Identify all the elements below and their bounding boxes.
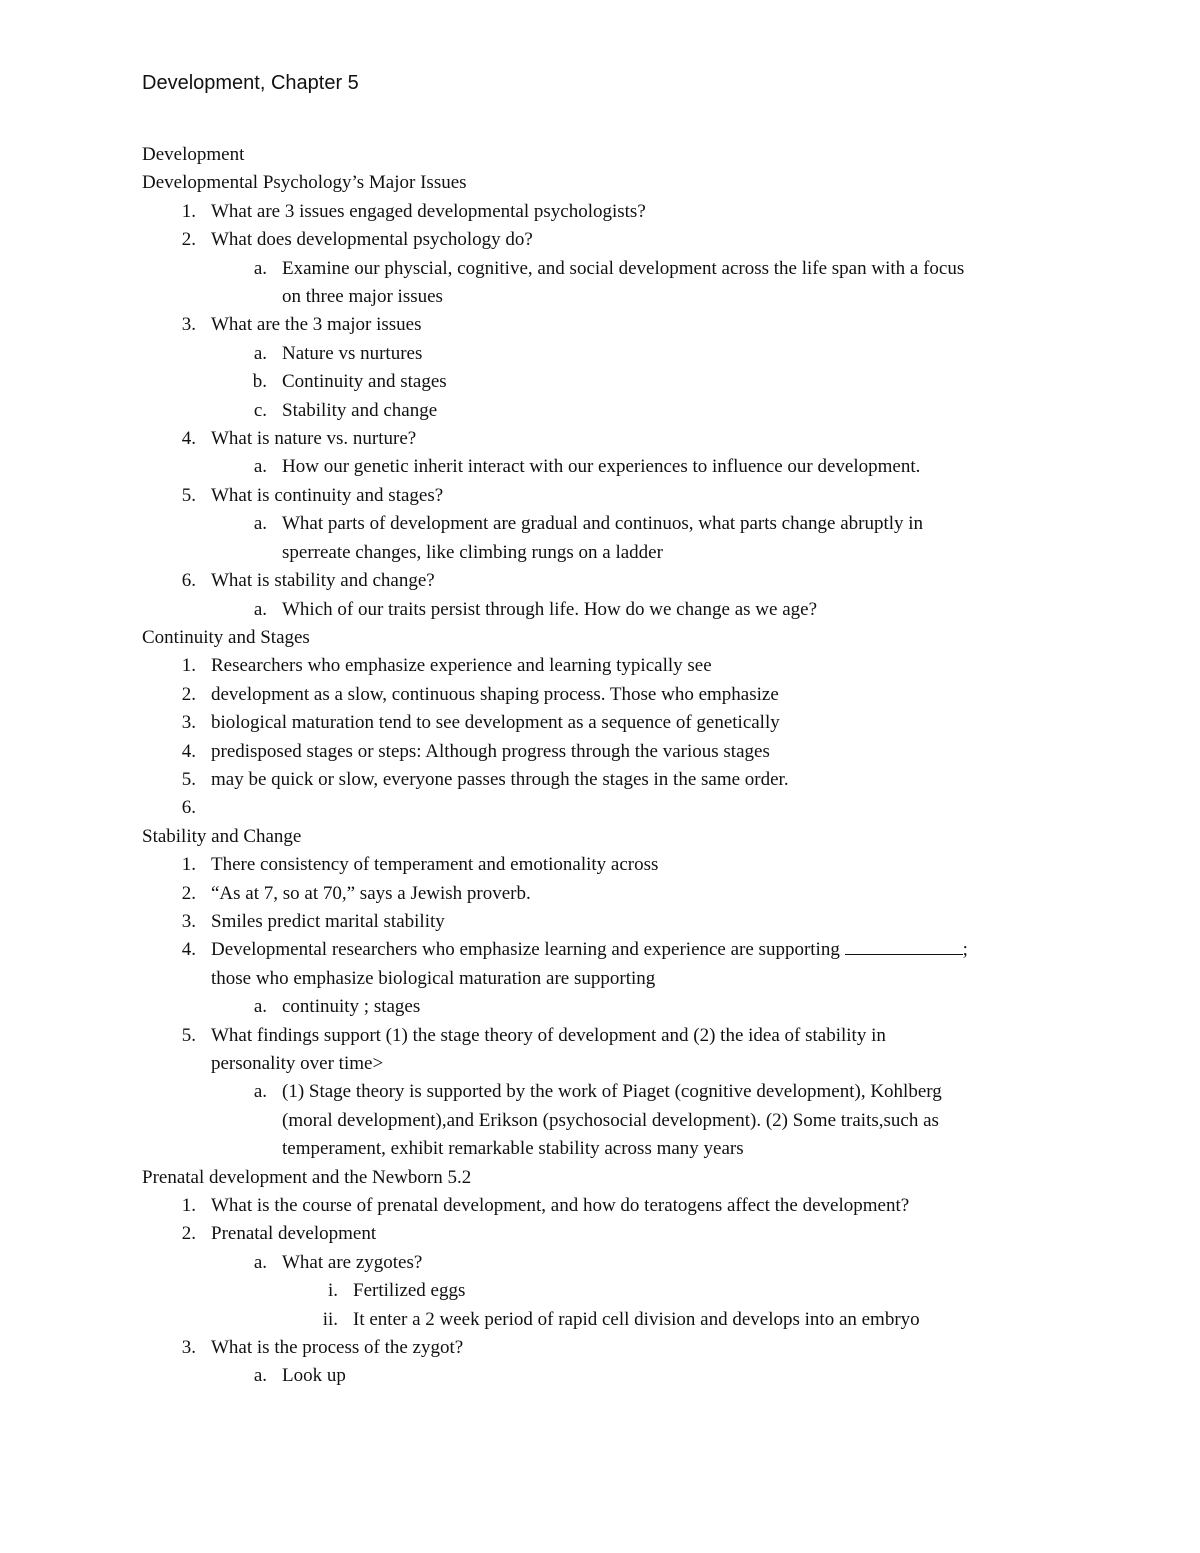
section-heading xyxy=(142,624,1062,652)
list-item-text: What parts of development are gradual and continuos, what parts change abruptly in xyxy=(282,513,924,535)
list-item xyxy=(142,1249,1062,1277)
list-marker: a. xyxy=(253,996,267,1018)
list-item-text: on three major issues xyxy=(282,286,443,308)
list-marker: 5. xyxy=(181,1024,196,1046)
section-heading xyxy=(142,169,1062,197)
section-heading xyxy=(142,823,1062,851)
list-marker: 5. xyxy=(181,768,196,790)
list-marker: a. xyxy=(253,257,267,279)
list-item-text: Which of our traits persist through life. How do we change as we age? xyxy=(282,598,817,620)
list-item-text: biological maturation tend to see development as a sequence of genetically xyxy=(211,712,780,734)
document-title: Development, Chapter 5 xyxy=(142,72,359,94)
list-marker: 6. xyxy=(181,570,196,592)
list-marker: b. xyxy=(252,371,267,393)
list-item-text: temperament, exhibit remarkable stability across many years xyxy=(282,1138,744,1160)
list-item xyxy=(142,1277,1062,1305)
list-marker: a. xyxy=(253,1365,267,1387)
section-heading xyxy=(142,1164,1062,1192)
list-item-text: What is the course of prenatal development, and how do teratogens affect the development? xyxy=(211,1195,910,1217)
list-item-text: What findings support (1) the stage theory of development and (2) the idea of stability in xyxy=(211,1024,886,1046)
list-item xyxy=(142,1220,1062,1248)
list-item-text: sperreate changes, like climbing rungs on a ladder xyxy=(282,541,663,563)
list-item xyxy=(142,539,1062,567)
list-item-text: continuity ; stages xyxy=(282,996,421,1018)
list-marker: 1. xyxy=(181,854,196,876)
list-item xyxy=(142,1107,1062,1135)
list-item-text: What does developmental psychology do? xyxy=(211,229,533,251)
list-marker: a. xyxy=(253,1081,267,1103)
list-marker: 4. xyxy=(181,740,196,762)
list-item-text: Look up xyxy=(282,1365,346,1387)
list-item xyxy=(142,908,1062,936)
section-heading xyxy=(142,141,1062,169)
list-marker: 2. xyxy=(181,1223,196,1245)
list-item xyxy=(142,794,1062,822)
list-item xyxy=(142,311,1062,339)
list-marker: ii. xyxy=(322,1308,338,1330)
list-item-text-after: ; xyxy=(962,939,968,961)
list-marker: 3. xyxy=(181,712,196,734)
list-item xyxy=(142,596,1062,624)
list-item-text: Prenatal development xyxy=(211,1223,377,1245)
list-marker: 3. xyxy=(181,314,196,336)
list-marker: a. xyxy=(253,456,267,478)
list-item-text: Prenatal development and the Newborn 5.2 xyxy=(142,1166,472,1188)
list-item-text: may be quick or slow, everyone passes through the stages in the same order. xyxy=(211,768,789,790)
list-marker: a. xyxy=(253,598,267,620)
list-item xyxy=(142,880,1062,908)
list-item xyxy=(142,1022,1062,1050)
list-marker: 3. xyxy=(181,910,196,932)
list-item-text: It enter a 2 week period of rapid cell division and develops into an embryo xyxy=(353,1308,920,1330)
list-marker: 1. xyxy=(181,655,196,677)
list-item-text: How our genetic inherit interact with our experiences to influence our development. xyxy=(282,456,921,478)
list-marker: a. xyxy=(253,513,267,535)
document-body xyxy=(142,141,1062,1391)
list-marker: 4. xyxy=(181,428,196,450)
list-item-text: What is stability and change? xyxy=(211,570,435,592)
list-item-text: development as a slow, continuous shaping process. Those who emphasize xyxy=(211,683,779,705)
list-item xyxy=(142,340,1062,368)
list-marker: a. xyxy=(253,1251,267,1273)
list-item-text: those who emphasize biological maturation are supporting xyxy=(211,967,656,989)
list-item xyxy=(142,1192,1062,1220)
list-item xyxy=(142,482,1062,510)
list-item xyxy=(142,283,1062,311)
fill-in-blank xyxy=(845,936,963,955)
list-item xyxy=(142,1362,1062,1390)
list-item-text: Developmental researchers who emphasize learning and experience are supporting xyxy=(211,939,845,961)
list-item xyxy=(142,226,1062,254)
list-item xyxy=(142,255,1062,283)
list-item-text: Continuity and stages xyxy=(282,371,447,393)
list-item xyxy=(142,965,1062,993)
list-item xyxy=(142,510,1062,538)
list-item xyxy=(142,1334,1062,1362)
list-item xyxy=(142,936,1062,964)
list-item xyxy=(142,652,1062,680)
list-marker: i. xyxy=(327,1280,338,1302)
list-item-text: (moral development),and Erikson (psychosocial development). (2) Some traits,such as xyxy=(282,1109,939,1131)
list-marker: 1. xyxy=(181,1195,196,1217)
list-item xyxy=(142,766,1062,794)
list-item xyxy=(142,1050,1062,1078)
list-item-text: What is continuity and stages? xyxy=(211,484,444,506)
list-item-text: What is nature vs. nurture? xyxy=(211,428,417,450)
list-item-text: What are zygotes? xyxy=(282,1251,423,1273)
list-item xyxy=(142,738,1062,766)
list-item-text: Continuity and Stages xyxy=(142,626,310,648)
list-item-text: Stability and change xyxy=(282,399,438,421)
list-item xyxy=(142,453,1062,481)
list-marker: 2. xyxy=(181,683,196,705)
list-item-text: “As at 7, so at 70,” says a Jewish proverb. xyxy=(211,882,531,904)
list-item xyxy=(142,368,1062,396)
list-marker: 3. xyxy=(181,1337,196,1359)
list-item xyxy=(142,681,1062,709)
list-marker: 4. xyxy=(181,939,196,961)
list-item-text: What are 3 issues engaged developmental psychologists? xyxy=(211,200,646,222)
list-marker: 1. xyxy=(181,200,196,222)
list-marker: 5. xyxy=(181,484,196,506)
list-item xyxy=(142,709,1062,737)
list-item-text: What is the process of the zygot? xyxy=(211,1337,464,1359)
list-item-text: There consistency of temperament and emotionality across xyxy=(211,854,659,876)
list-item-text: Fertilized eggs xyxy=(353,1280,466,1302)
list-item-text: predisposed stages or steps: Although progress through the various stages xyxy=(211,740,770,762)
list-item xyxy=(142,1306,1062,1334)
list-item xyxy=(142,425,1062,453)
list-item xyxy=(142,1078,1062,1106)
list-item-text: Stability and Change xyxy=(142,825,302,847)
list-item-text: (1) Stage theory is supported by the work of Piaget (cognitive development), Kohlberg xyxy=(282,1081,942,1103)
list-item xyxy=(142,1135,1062,1163)
list-item-text: Examine our physcial, cognitive, and social development across the life span with a focus xyxy=(282,257,965,279)
list-item-text: Development xyxy=(142,144,245,165)
list-item xyxy=(142,851,1062,879)
list-item xyxy=(142,993,1062,1021)
list-marker: a. xyxy=(253,342,267,364)
list-item-text: Developmental Psychology’s Major Issues xyxy=(142,172,467,194)
list-item xyxy=(142,567,1062,595)
list-item-text: personality over time> xyxy=(211,1052,384,1074)
list-marker: c. xyxy=(253,399,267,421)
list-item-text: Nature vs nurtures xyxy=(282,342,423,364)
list-item-text: Researchers who emphasize experience and learning typically see xyxy=(211,655,712,677)
list-marker: 6. xyxy=(181,797,196,819)
list-marker: 2. xyxy=(181,882,196,904)
list-item-text: What are the 3 major issues xyxy=(211,314,422,336)
list-item xyxy=(142,198,1062,226)
list-marker: 2. xyxy=(181,229,196,251)
list-item xyxy=(142,397,1062,425)
list-item-text: Smiles predict marital stability xyxy=(211,910,445,932)
